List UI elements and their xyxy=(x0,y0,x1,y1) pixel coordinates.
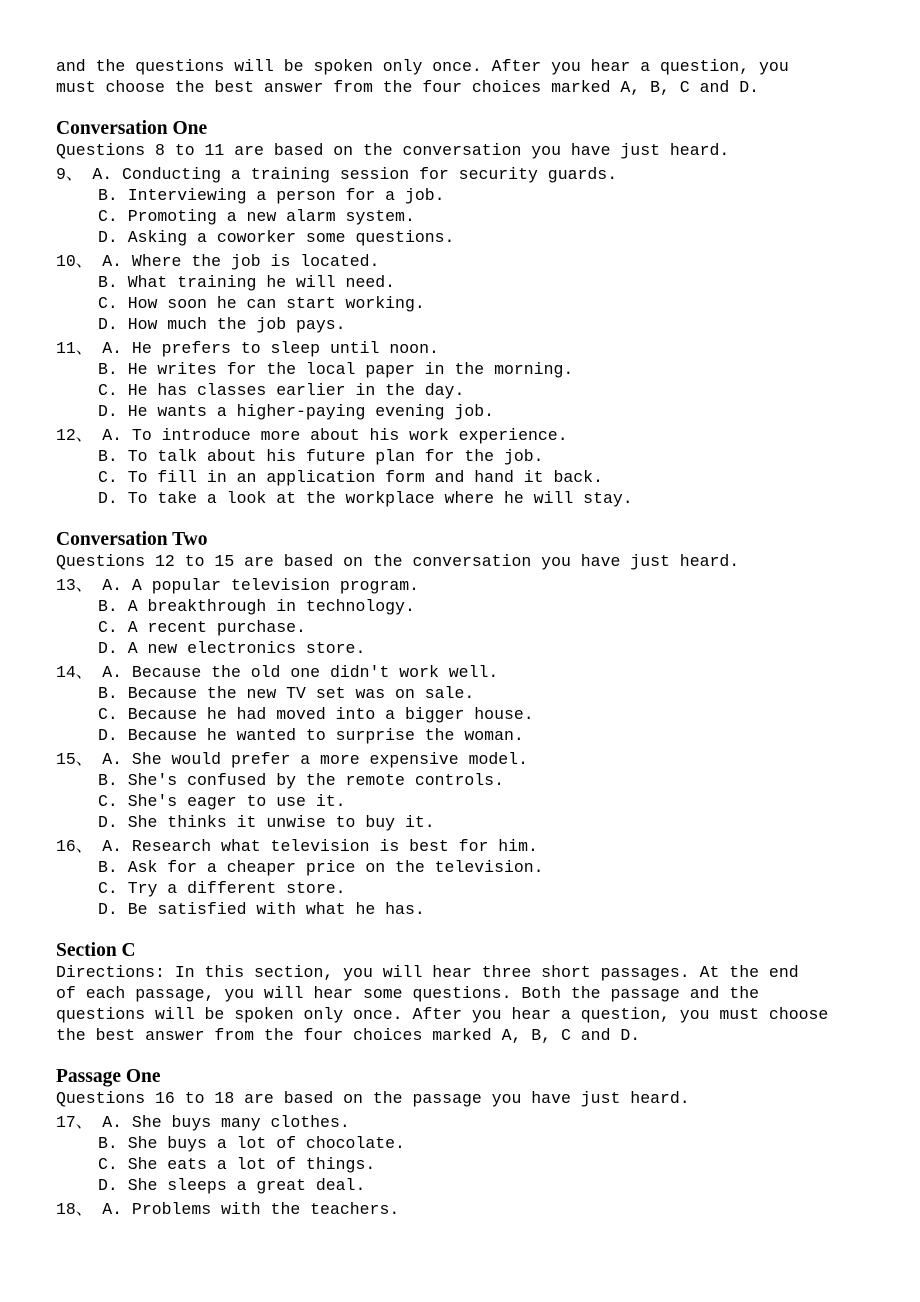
option-b: B. A breakthrough in technology. xyxy=(98,597,415,616)
option-c: C. Promoting a new alarm system. xyxy=(98,207,415,226)
conversation-two xyxy=(56,529,876,920)
directions-line: Directions: In this section, you will hear three short passages. At the end xyxy=(56,963,799,982)
question-number: 11、 xyxy=(56,339,103,358)
option-b: B. What training he will need. xyxy=(98,273,396,292)
option-b: B. To talk about his future plan for the job. xyxy=(98,447,544,466)
option-a: A. She would prefer a more expensive model. xyxy=(102,750,528,769)
option-c: C. Try a different store. xyxy=(98,879,346,898)
option-c: C. Because he had moved into a bigger house. xyxy=(98,705,534,724)
option-a: A. She buys many clothes. xyxy=(102,1113,350,1132)
question-item xyxy=(56,251,876,335)
section-instruction: Questions 16 to 18 are based on the passage you have just heard. xyxy=(56,1089,690,1108)
directions-line: questions will be spoken only once. After you hear a question, you must choose xyxy=(56,1005,829,1024)
section-heading: Passage One xyxy=(56,1066,161,1087)
question-number: 12、 xyxy=(56,426,103,445)
question-number: 18、 xyxy=(56,1200,103,1219)
question-item xyxy=(56,836,876,920)
section-instruction: Questions 12 to 15 are based on the conversation you have just heard. xyxy=(56,552,740,571)
question-number: 15、 xyxy=(56,750,103,769)
option-d: D. To take a look at the workplace where he will stay. xyxy=(98,489,633,508)
conversation-one xyxy=(56,118,876,509)
question-item xyxy=(56,338,876,422)
intro-line: and the questions will be spoken only once. After you hear a question, you xyxy=(56,57,789,76)
option-a: A. Research what television is best for him. xyxy=(102,837,538,856)
section-heading: Conversation One xyxy=(56,118,208,139)
option-d: D. A new electronics store. xyxy=(98,639,366,658)
option-a: A. To introduce more about his work experience. xyxy=(102,426,568,445)
option-a: A. Because the old one didn't work well. xyxy=(102,663,499,682)
option-c: C. She eats a lot of things. xyxy=(98,1155,376,1174)
option-c: C. To fill in an application form and hand it back. xyxy=(98,468,603,487)
option-c: C. He has classes earlier in the day. xyxy=(98,381,465,400)
option-a: A. He prefers to sleep until noon. xyxy=(102,339,439,358)
question-item xyxy=(56,1199,876,1220)
section-heading: Section C xyxy=(56,940,136,961)
option-d: D. How much the job pays. xyxy=(98,315,346,334)
option-a: A. Where the job is located. xyxy=(102,252,380,271)
question-number: 9、 xyxy=(56,165,93,184)
option-d: D. Be satisfied with what he has. xyxy=(98,900,425,919)
option-b: B. He writes for the local paper in the morning. xyxy=(98,360,574,379)
option-b: B. She's confused by the remote controls. xyxy=(98,771,504,790)
question-item xyxy=(56,749,876,833)
question-item xyxy=(56,1112,876,1196)
option-a: A. A popular television program. xyxy=(102,576,420,595)
question-number: 16、 xyxy=(56,837,103,856)
question-number: 17、 xyxy=(56,1113,103,1132)
question-item xyxy=(56,575,876,659)
passage-one xyxy=(56,1066,876,1220)
option-b: B. Because the new TV set was on sale. xyxy=(98,684,475,703)
option-b: B. She buys a lot of chocolate. xyxy=(98,1134,405,1153)
question-number: 14、 xyxy=(56,663,103,682)
option-c: C. She's eager to use it. xyxy=(98,792,346,811)
option-d: D. She sleeps a great deal. xyxy=(98,1176,366,1195)
question-number: 13、 xyxy=(56,576,103,595)
directions-line: the best answer from the four choices marked A, B, C and D. xyxy=(56,1026,641,1045)
intro-paragraph xyxy=(56,56,876,98)
option-b: B. Interviewing a person for a job. xyxy=(98,186,445,205)
document-page xyxy=(56,56,876,1220)
option-d: D. Because he wanted to surprise the woman. xyxy=(98,726,524,745)
section-heading: Conversation Two xyxy=(56,529,208,550)
section-instruction: Questions 8 to 11 are based on the conversation you have just heard. xyxy=(56,141,730,160)
option-b: B. Ask for a cheaper price on the television. xyxy=(98,858,544,877)
option-d: D. He wants a higher-paying evening job. xyxy=(98,402,495,421)
directions-line: of each passage, you will hear some questions. Both the passage and the xyxy=(56,984,760,1003)
option-d: D. Asking a coworker some questions. xyxy=(98,228,455,247)
option-c: C. How soon he can start working. xyxy=(98,294,425,313)
option-a: A. Problems with the teachers. xyxy=(102,1200,400,1219)
section-c xyxy=(56,940,876,1046)
question-item xyxy=(56,164,876,248)
question-item xyxy=(56,425,876,509)
option-a: A. Conducting a training session for security guards. xyxy=(92,165,618,184)
question-item xyxy=(56,662,876,746)
question-number: 10、 xyxy=(56,252,103,271)
intro-line: must choose the best answer from the four choices marked A, B, C and D. xyxy=(56,78,760,97)
option-d: D. She thinks it unwise to buy it. xyxy=(98,813,435,832)
option-c: C. A recent purchase. xyxy=(98,618,306,637)
